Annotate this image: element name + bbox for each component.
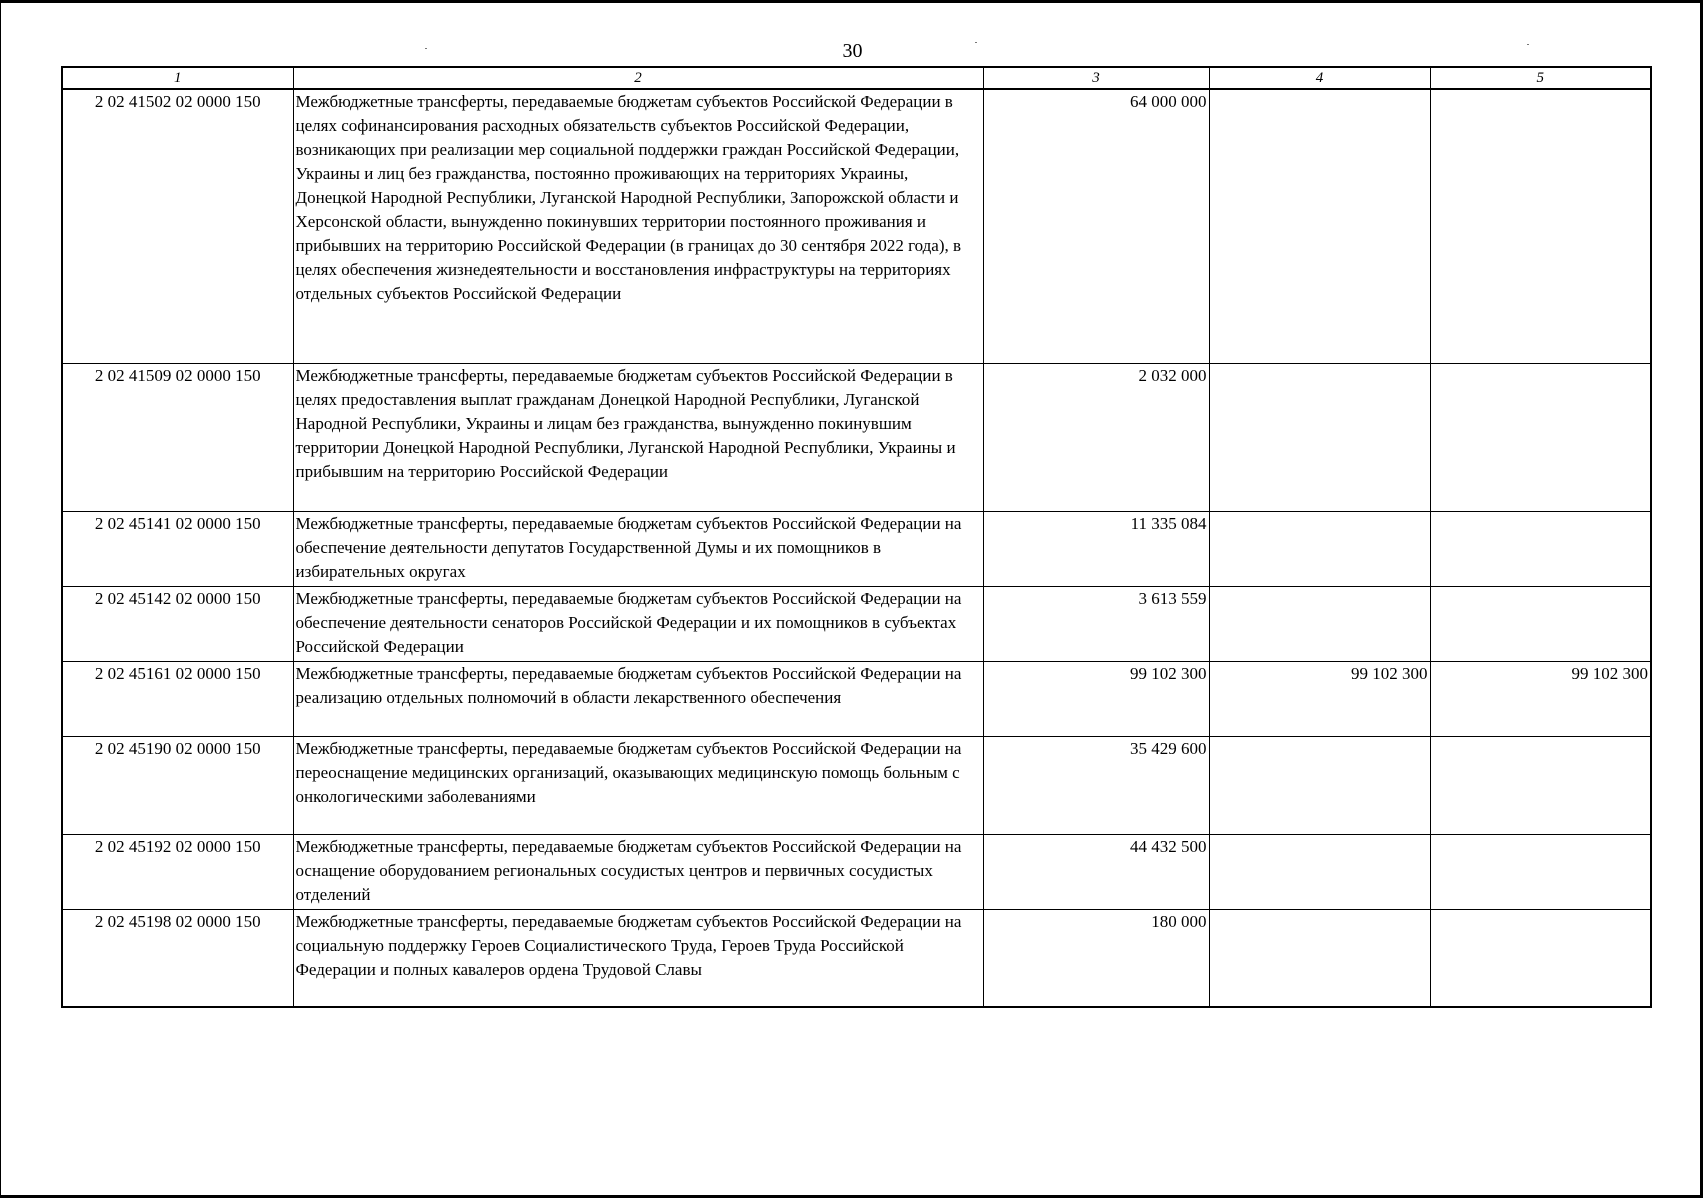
column-number-header-row [62,67,1651,89]
table-row [62,834,1651,909]
row-value-col5 [1430,736,1651,834]
row-value-col4 [1209,511,1430,586]
row-code: 2 02 45190 02 0000 150 [62,736,293,834]
row-value-col4 [1209,909,1430,1007]
row-value-col5 [1430,586,1651,661]
row-value-col4 [1209,586,1430,661]
column-header-1: 1 [62,67,293,89]
row-value-col4 [1209,834,1430,909]
row-code: 2 02 45142 02 0000 150 [62,586,293,661]
row-description: Межбюджетные трансферты, передаваемые бюджетам субъектов Российской Федерации на переоснащение медицинских организаций, оказывающих медицинскую помощь больным с онкологическими заболеваниями [293,736,983,834]
row-description: Межбюджетные трансферты, передаваемые бюджетам субъектов Российской Федерации на реализацию отдельных полномочий в области лекарственного обеспечения [293,661,983,736]
row-value-col4: 99 102 300 [1209,661,1430,736]
row-code: 2 02 45141 02 0000 150 [62,511,293,586]
row-value-col3: 3 613 559 [983,586,1209,661]
table-row [62,511,1651,586]
table-row [62,586,1651,661]
row-description: Межбюджетные трансферты, передаваемые бюджетам субъектов Российской Федерации на оснащение оборудованием региональных сосудистых центров и первичных сосудистых отделений [293,834,983,909]
row-description: Межбюджетные трансферты, передаваемые бюджетам субъектов Российской Федерации в целях софинансирования расходных обязательств субъектов Российской Федерации, возникающих при реализации мер социальной поддержки граждан Российской Федерации, Украины и лиц без гражданства, постоянно проживающих на территориях Украины, Донецкой Народной Республики, Луганской Народной Республики, Запорожской области и Херсонской области, вынужденно покинувших территории постоянного проживания и прибывших на территорию Российской Федерации (в границах до 30 сентября 2022 года), в целях обеспечения жизнедеятельности и восстановления инфраструктуры на территориях отдельных субъектов Российской Федерации [293,89,983,363]
row-value-col3: 44 432 500 [983,834,1209,909]
row-description: Межбюджетные трансферты, передаваемые бюджетам субъектов Российской Федерации на социальную поддержку Героев Социалистического Труда, Героев Труда Российской Федерации и полных кавалеров ордена Трудовой Славы [293,909,983,1007]
row-value-col3: 2 032 000 [983,363,1209,511]
table-row [62,909,1651,1007]
row-code: 2 02 41509 02 0000 150 [62,363,293,511]
column-header-5: 5 [1430,67,1651,89]
row-value-col3: 64 000 000 [983,89,1209,363]
row-code: 2 02 41502 02 0000 150 [62,89,293,363]
row-value-col5 [1430,834,1651,909]
column-header-2: 2 [293,67,983,89]
row-value-col4 [1209,89,1430,363]
row-value-col4 [1209,363,1430,511]
row-value-col3: 11 335 084 [983,511,1209,586]
row-value-col5 [1430,511,1651,586]
row-value-col5: 99 102 300 [1430,661,1651,736]
row-value-col5 [1430,363,1651,511]
row-code: 2 02 45192 02 0000 150 [62,834,293,909]
row-description: Межбюджетные трансферты, передаваемые бюджетам субъектов Российской Федерации на обеспечение деятельности сенаторов Российской Федерации и их помощников в субъектах Российской Федерации [293,586,983,661]
table-row [62,363,1651,511]
row-code: 2 02 45161 02 0000 150 [62,661,293,736]
row-description: Межбюджетные трансферты, передаваемые бюджетам субъектов Российской Федерации в целях предоставления выплат гражданам Донецкой Народной Республики, Луганской Народной Республики, Украины и лицам без гражданства, вынужденно покинувшим территории Донецкой Народной Республики, Луганской Народной Республики, Украины и прибывшим на территорию Российской Федерации [293,363,983,511]
column-header-4: 4 [1209,67,1430,89]
budget-table [61,66,1652,1008]
row-value-col3: 180 000 [983,909,1209,1007]
row-value-col3: 35 429 600 [983,736,1209,834]
row-value-col5 [1430,89,1651,363]
column-header-3: 3 [983,67,1209,89]
table-row [62,736,1651,834]
row-value-col5 [1430,909,1651,1007]
table-row [62,89,1651,363]
row-value-col4 [1209,736,1430,834]
row-value-col3: 99 102 300 [983,661,1209,736]
table-row [62,661,1651,736]
row-code: 2 02 45198 02 0000 150 [62,909,293,1007]
row-description: Межбюджетные трансферты, передаваемые бюджетам субъектов Российской Федерации на обеспечение деятельности депутатов Государственной Думы и их помощников в избирательных округах [293,511,983,586]
page-number: 30 [842,40,863,62]
